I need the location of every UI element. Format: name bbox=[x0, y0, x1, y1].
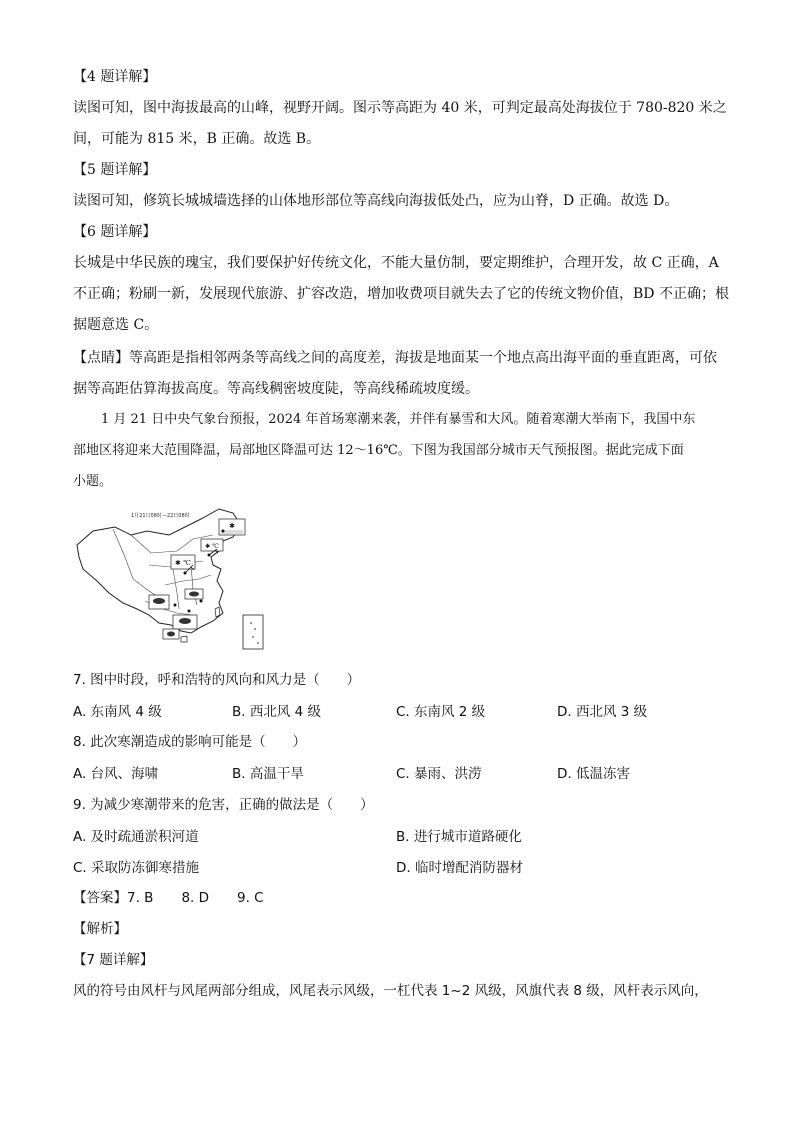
city-dot bbox=[188, 610, 191, 613]
intro-line-3: 小题。 bbox=[73, 474, 113, 489]
q4-line-2: 间，可能为 815 米，B 正确。故选 B。 bbox=[73, 131, 321, 147]
tip-line-1: 【点睛】等高距是指相邻两条等高线之间的高度差，海拔是地面某一个地点高出海平面的垂直距离，可依 bbox=[73, 350, 717, 366]
tip-line-2: 据等高距估算海拔高度。等高线稠密坡度陡，等高线稀疏坡度缓。 bbox=[73, 381, 479, 397]
q7-stem: 7. 图中时段，呼和浩特的风向和风力是（ ） bbox=[73, 672, 361, 688]
forecast-box-northeast bbox=[219, 519, 245, 535]
analysis-header: 【解析】 bbox=[73, 921, 127, 937]
forecast-box-east bbox=[185, 589, 203, 599]
q6-line-1: 长城是中华民族的瑰宝，我们要保护好传统文化，不能大量仿制，要定期维护，合理开发，故 C 正确，A bbox=[73, 255, 719, 271]
q8-option-c[interactable]: C. 暴雨、洪涝 bbox=[396, 766, 482, 782]
q7-option-d[interactable]: D. 西北风 3 级 bbox=[557, 704, 648, 720]
answer-label: 【答案】 bbox=[73, 890, 127, 906]
forecast-box-southwest bbox=[163, 629, 179, 639]
q9-option-a[interactable]: A. 及时疏通淤积河道 bbox=[73, 829, 199, 845]
q4-line-1: 读图可知，图中海拔最高的山峰，视野开阔。图示等高距为 40 米，可判定最高处海拔位于 780-820 米之 bbox=[73, 100, 727, 116]
svg-text:✱ ℃: ✱ ℃ bbox=[205, 543, 219, 550]
q8-option-d[interactable]: D. 低温冻害 bbox=[557, 766, 630, 782]
q6-line-3: 据题意选 C。 bbox=[73, 317, 159, 333]
q9-stem: 9. 为减少寒潮带来的危害，正确的做法是（ ） bbox=[73, 797, 374, 813]
q7-option-b[interactable]: B. 西北风 4 级 bbox=[232, 704, 322, 720]
q9-option-b[interactable]: B. 进行城市道路硬化 bbox=[396, 829, 522, 845]
q7-detail-header: 【7 题详解】 bbox=[73, 952, 154, 968]
intro-line-2: 部地区将迎来大范围降温，局部地区降温可达 12～16℃。下图为我国部分城市天气预报图。据此完成下面 bbox=[73, 443, 684, 458]
south-china-sea-inset bbox=[243, 615, 263, 649]
answer-9: 9. C bbox=[237, 890, 264, 906]
weather-forecast-map bbox=[73, 505, 283, 653]
q5-line-1: 读图可知，修筑长城城墙选择的山体地形部位等高线向海拔低处凸，应为山脊，D 正确。故选 D。 bbox=[73, 193, 679, 209]
q5-header: 【5 题详解】 bbox=[73, 162, 157, 178]
city-dot bbox=[222, 530, 225, 533]
q7-option-c[interactable]: C. 东南风 2 级 bbox=[396, 704, 486, 720]
city-dot bbox=[174, 604, 177, 607]
q4-header: 【4 题详解】 bbox=[73, 69, 157, 85]
answer-8: 8. D bbox=[181, 890, 210, 906]
svg-text:✱ ℃: ✱ ℃ bbox=[175, 559, 191, 567]
answer-7: 7. B bbox=[127, 890, 154, 906]
answer-row bbox=[73, 888, 292, 908]
q8-option-b[interactable]: B. 高温干旱 bbox=[232, 766, 304, 782]
map-caption: 1月21日08时—22日08时 bbox=[131, 513, 190, 519]
taiwan-island bbox=[215, 607, 220, 617]
forecast-box-center bbox=[149, 595, 169, 609]
intro-line-1: 1 月 21 日中央气象台预报，2024 年首场寒潮来袭，并伴有暴雪和大风。随着寒潮大举南下，我国中东 bbox=[101, 412, 696, 427]
svg-text:✱: ✱ bbox=[229, 522, 235, 530]
forecast-box-south bbox=[173, 615, 197, 629]
q7-option-a[interactable]: A. 东南风 4 级 bbox=[73, 704, 162, 720]
q6-line-2: 不正确；粉刷一新，发展现代旅游、扩容改造，增加收费项目就失去了它的传统文物价值，BD 不正确；根 bbox=[73, 286, 729, 302]
forecast-box-north bbox=[201, 539, 223, 551]
q8-option-a[interactable]: A. 台风、海啸 bbox=[73, 766, 159, 782]
q9-option-d[interactable]: D. 临时增配消防器材 bbox=[396, 860, 523, 876]
q8-stem: 8. 此次寒潮造成的影响可能是（ ） bbox=[73, 734, 307, 750]
q6-header: 【6 题详解】 bbox=[73, 224, 157, 240]
hainan-island bbox=[181, 636, 187, 642]
q7-detail-line-1: 风的符号由风杆与风尾两部分组成，风尾表示风级，一杠代表 1~2 风级，风旗代表 8 级，风杆表示风向， bbox=[73, 983, 708, 999]
q9-option-c[interactable]: C. 采取防冻御寒措施 bbox=[73, 860, 200, 876]
city-dot bbox=[200, 600, 203, 603]
china-map-svg bbox=[73, 505, 283, 653]
